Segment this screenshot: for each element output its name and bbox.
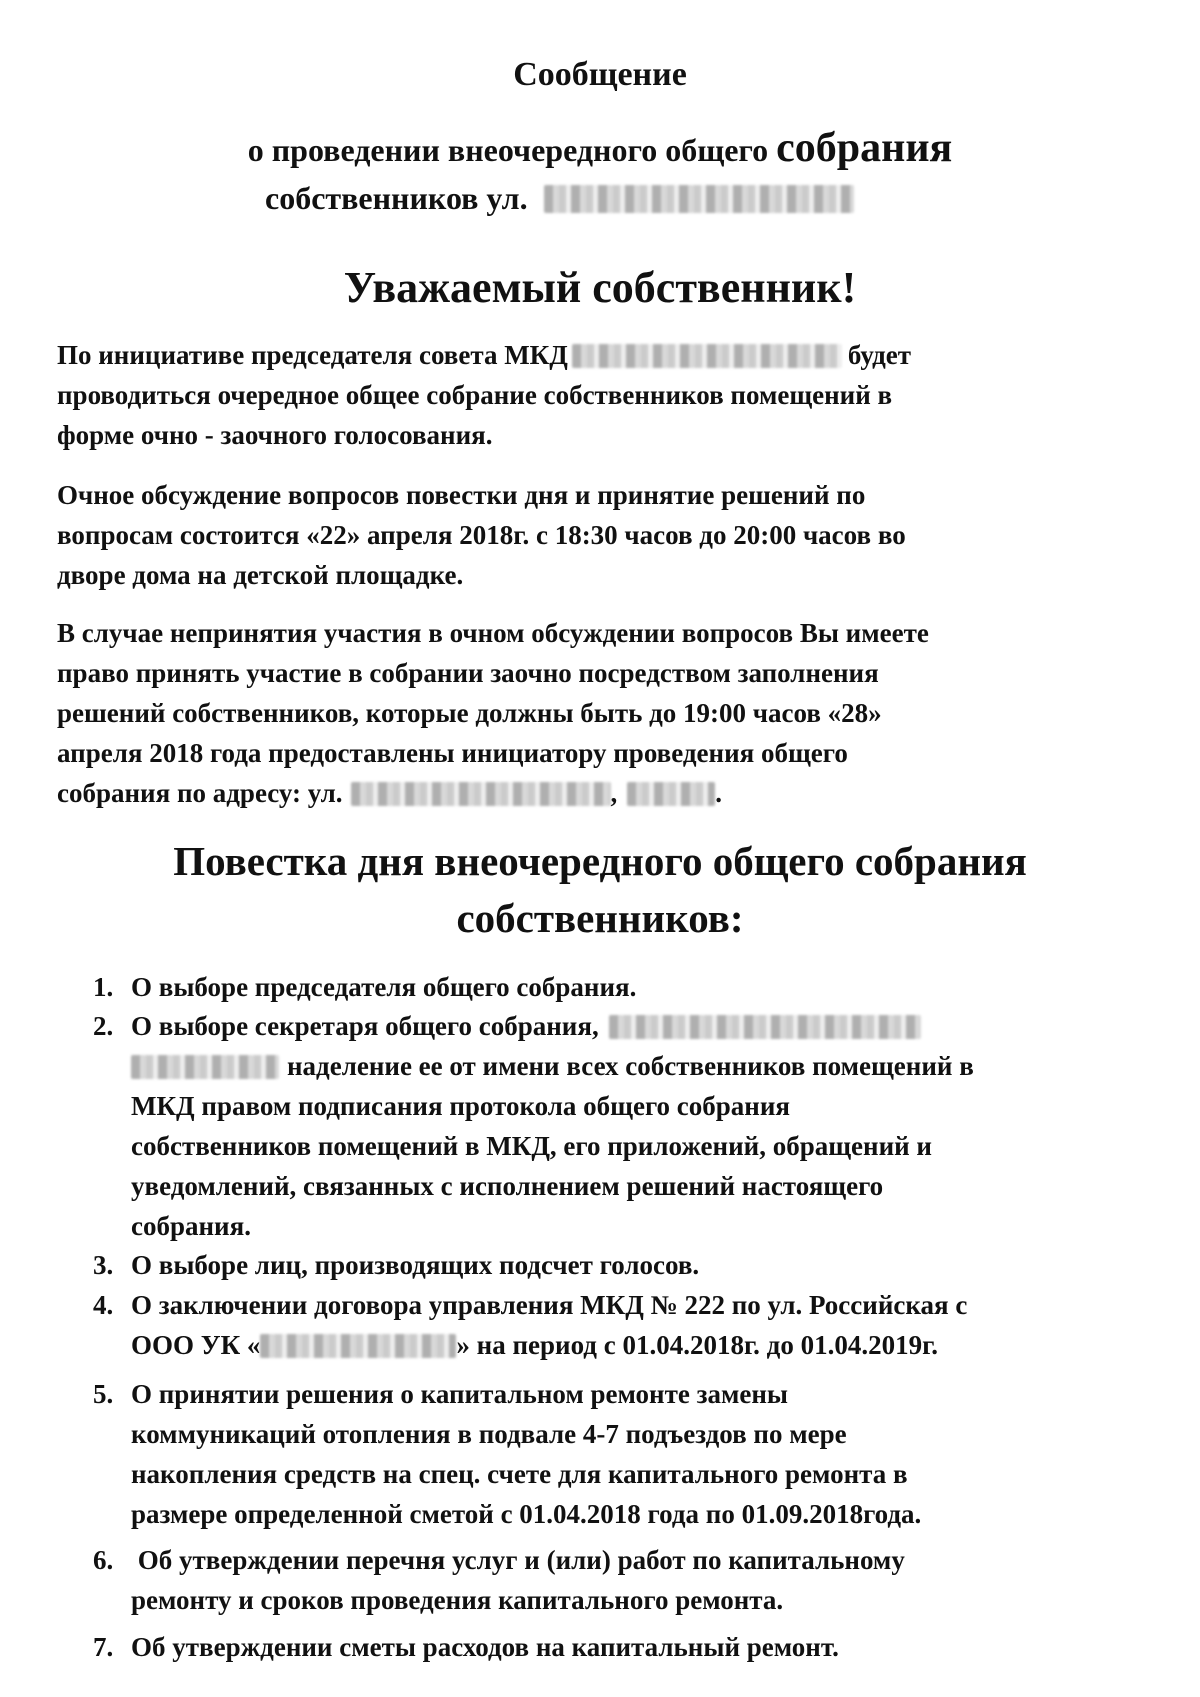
agenda-item-4-line-2 (131, 1330, 938, 1361)
subtitle-regular-text: о проведении внеочередного общего (247, 132, 777, 168)
agenda-item-7-text: Об утверждении сметы расходов на капитальный ремонт. (131, 1632, 839, 1662)
agenda-item-number: 2. (93, 1011, 114, 1041)
agenda-item-number: 1. (93, 972, 114, 1002)
redacted-address (544, 185, 854, 213)
agenda-item-5-line-1: О принятии решения о капитальном ремонте замены (131, 1379, 788, 1409)
agenda-item-2-start-text: О выборе секретаря общего собрания, (131, 1011, 599, 1041)
paragraph-3-line-5 (57, 778, 722, 809)
agenda-item-5-line-4: размере определенной сметой с 01.04.2018 года по 01.09.2018года. (131, 1499, 922, 1529)
redacted-name (572, 344, 842, 368)
redacted-apartment (627, 782, 715, 806)
paragraph-3-line-4: апреля 2018 года предоставлены инициатору проведения общего (57, 738, 848, 768)
agenda-item-3-text: О выборе лиц, производящих подсчет голосов. (131, 1250, 700, 1280)
paragraph-2-line-2: вопросам состоится «22» апреля 2018г. с 18:30 часов до 20:00 часов во (57, 520, 906, 550)
paragraph-1-line-1 (57, 340, 911, 371)
agenda-item-2-continuation-text: наделение ее от имени всех собственников помещений в (287, 1051, 974, 1081)
p3-address-start-text: собрания по адресу: ул. (57, 778, 343, 808)
paragraph-2-line-1: Очное обсуждение вопросов повестки дня и принятие решений по (57, 480, 866, 510)
agenda-item-2-line-5: уведомлений, связанных с исполнением решений настоящего (131, 1171, 884, 1201)
p3-period-text: . (715, 778, 723, 808)
agenda-item-2-line-3: МКД правом подписания протокола общего собрания (131, 1091, 791, 1121)
document-subtitle-line1 (0, 124, 1200, 172)
redacted-street (351, 782, 611, 806)
paragraph-3-line-3: решений собственников, которые должны быть до 19:00 часов «28» (57, 698, 882, 728)
agenda-heading-line-2: собственников: (456, 895, 744, 941)
document-subtitle-line2 (265, 180, 854, 217)
agenda-item-6-line-1: Об утверждении перечня услуг и (или) работ по капитальному (131, 1545, 905, 1575)
agenda-item-4-line-1: О заключении договора управления МКД № 222 по ул. Российская с (131, 1290, 968, 1320)
p1-start-text: По инициативе председателя совета МКД (57, 340, 568, 370)
paragraph-1-line-2: проводиться очередное общее собрание собственников помещений в (57, 380, 893, 410)
greeting-heading: Уважаемый собственник! (343, 263, 857, 312)
agenda-item-4-period-text: » на период с 01.04.2018г. до 01.04.2019г. (456, 1330, 939, 1360)
paragraph-3-line-1: В случае непринятия участия в очном обсуждении вопросов Вы имеете (57, 618, 929, 648)
agenda-item-2-line-6: собрания. (131, 1211, 251, 1241)
document-title: Сообщение (513, 56, 687, 93)
agenda-item-2-line-2 (131, 1051, 974, 1082)
agenda-item-number: 3. (93, 1250, 114, 1280)
p1-end-text: будет (847, 340, 912, 370)
agenda-item-number: 6. (93, 1545, 114, 1575)
redacted-company-name (260, 1334, 456, 1358)
subtitle-street-text: собственников ул. (265, 180, 528, 216)
agenda-item-number: 4. (93, 1290, 114, 1320)
agenda-item-2-line-4: собственников помещений в МКД, его приложений, обращений и (131, 1131, 932, 1161)
agenda-item-5-line-2: коммуникаций отопления в подвале 4-7 подъездов по мере (131, 1419, 847, 1449)
agenda-item-5-line-3: накопления средств на спец. счете для капитального ремонта в (131, 1459, 908, 1489)
p3-comma-text: , (610, 778, 618, 808)
agenda-item-2-line-1 (131, 1011, 921, 1042)
agenda-heading-line-1: Повестка дня внеочередного общего собрания (173, 838, 1027, 884)
redacted-secretary-patronymic (131, 1055, 279, 1079)
subtitle-large-text: собрания (776, 125, 953, 171)
paragraph-1-line-3: форме очно - заочного голосования. (57, 420, 493, 450)
agenda-item-4-company-prefix: ООО УК « (131, 1330, 261, 1360)
agenda-item-number: 5. (93, 1379, 114, 1409)
agenda-item-number: 7. (93, 1632, 114, 1662)
paragraph-2-line-3: дворе дома на детской площадке. (57, 560, 464, 590)
redacted-secretary-name (609, 1015, 921, 1039)
agenda-item-6-line-2: ремонту и сроков проведения капитального ремонта. (131, 1585, 784, 1615)
agenda-item-1-text: О выборе председателя общего собрания. (131, 972, 637, 1002)
paragraph-3-line-2: право принять участие в собрании заочно посредством заполнения (57, 658, 879, 688)
